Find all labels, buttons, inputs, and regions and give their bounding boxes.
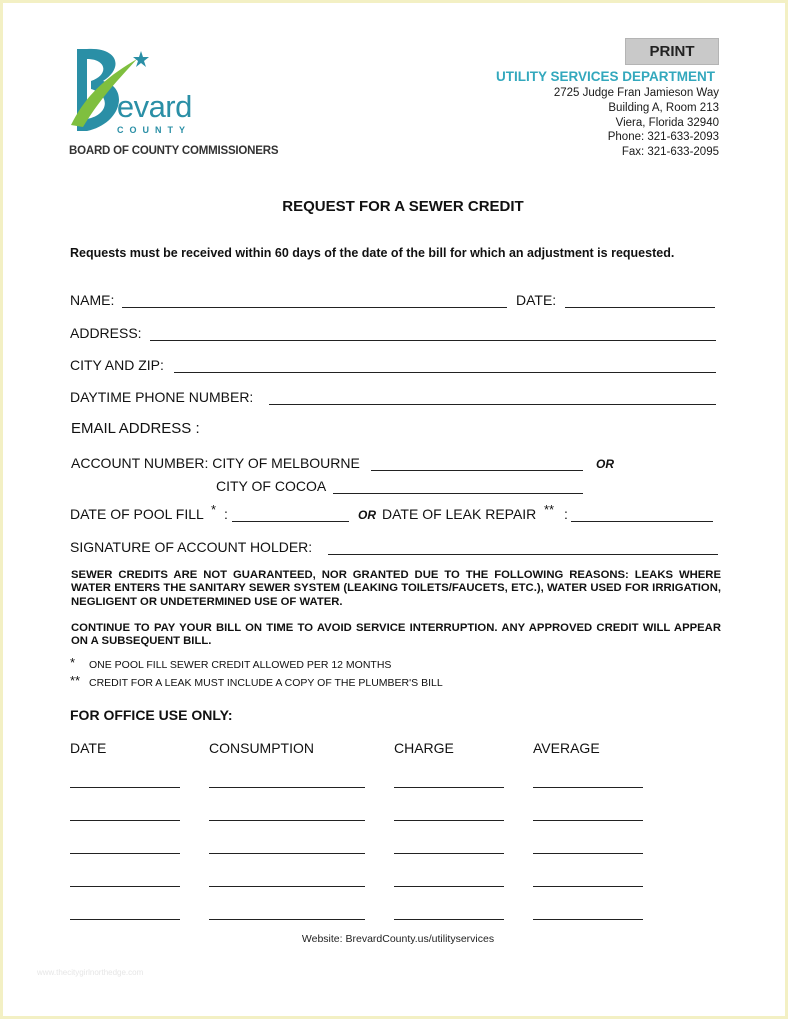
name-field[interactable] bbox=[122, 307, 507, 308]
melbourne-account-field[interactable] bbox=[371, 470, 583, 471]
name-label: NAME: bbox=[70, 292, 115, 308]
office-charge-field[interactable] bbox=[394, 919, 504, 920]
office-average-field[interactable] bbox=[533, 886, 643, 887]
office-average-field[interactable] bbox=[533, 853, 643, 854]
col-average: AVERAGE bbox=[533, 740, 600, 756]
col-date: DATE bbox=[70, 740, 107, 756]
office-charge-field[interactable] bbox=[394, 787, 504, 788]
signature-label: SIGNATURE OF ACCOUNT HOLDER: bbox=[70, 539, 313, 555]
pool-fill-colon: : bbox=[224, 506, 228, 522]
leak-repair-asterisk: ** bbox=[544, 502, 555, 517]
date-field[interactable] bbox=[565, 307, 715, 308]
office-consumption-field[interactable] bbox=[209, 886, 365, 887]
office-date-field[interactable] bbox=[70, 820, 180, 821]
logo-county: COUNTY bbox=[117, 125, 191, 135]
pool-fill-asterisk: * bbox=[211, 502, 217, 517]
office-consumption-field[interactable] bbox=[209, 820, 365, 821]
cocoa-label: CITY OF COCOA bbox=[216, 478, 327, 494]
phone-line: Phone: 321-633-2093 bbox=[607, 131, 719, 143]
or-label: OR bbox=[596, 457, 614, 471]
form-title: REQUEST FOR A SEWER CREDIT bbox=[282, 198, 524, 215]
city-zip-field[interactable] bbox=[174, 372, 716, 373]
logo-word: revard bbox=[107, 89, 192, 124]
address-label: ADDRESS: bbox=[70, 325, 142, 341]
deadline-notice: Requests must be received within 60 days of the date of the bill for which an adjustment is requested. bbox=[70, 246, 675, 260]
leak-repair-colon: : bbox=[564, 506, 568, 522]
footnote-2: CREDIT FOR A LEAK MUST INCLUDE A COPY OF THE PLUMBER'S BILL bbox=[89, 677, 443, 689]
office-date-field[interactable] bbox=[70, 919, 180, 920]
signature-field[interactable] bbox=[328, 554, 718, 555]
office-date-field[interactable] bbox=[70, 787, 180, 788]
office-charge-field[interactable] bbox=[394, 886, 504, 887]
col-consumption: CONSUMPTION bbox=[209, 740, 314, 756]
website-link[interactable]: Website: BrevardCounty.us/utilityservices bbox=[301, 933, 495, 945]
address-field[interactable] bbox=[150, 340, 716, 341]
office-consumption-field[interactable] bbox=[209, 787, 365, 788]
disclaimer-text: SEWER CREDITS ARE NOT GUARANTEED, NOR GRANTED DUE TO THE FOLLOWING REASONS: LEAKS WHERE WATER ENTERS THE SANITARY SEWER SYSTEM (LEAKING TOILETS/FAUCETS, ETC.), WATER USED FOR IRRIGATION, NEGLIGENT OR UNDETERMINED USE OF WATER. bbox=[71, 569, 721, 608]
office-use-heading: FOR OFFICE USE ONLY: bbox=[70, 707, 233, 723]
leak-repair-label: DATE OF LEAK REPAIR bbox=[382, 506, 537, 522]
office-average-field[interactable] bbox=[533, 787, 643, 788]
account-label: ACCOUNT NUMBER: CITY OF MELBOURNE bbox=[71, 455, 360, 471]
footnote-2-mark: ** bbox=[70, 673, 81, 688]
office-average-field[interactable] bbox=[533, 919, 643, 920]
fax-line: Fax: 321-633-2095 bbox=[621, 146, 719, 158]
pool-fill-label: DATE OF POOL FILL bbox=[70, 506, 204, 522]
col-charge: CHARGE bbox=[394, 740, 454, 756]
date-label: DATE: bbox=[516, 292, 557, 308]
or-label-2: OR bbox=[358, 508, 376, 522]
footnote-1: ONE POOL FILL SEWER CREDIT ALLOWED PER 12 MONTHS bbox=[89, 659, 392, 671]
office-consumption-field[interactable] bbox=[209, 853, 365, 854]
office-consumption-field[interactable] bbox=[209, 919, 365, 920]
phone-field[interactable] bbox=[269, 404, 716, 405]
address-line-3: Viera, Florida 32940 bbox=[615, 117, 719, 129]
watermark: www.thecitygirlnorthedge.com bbox=[37, 968, 144, 977]
address-line-1: 2725 Judge Fran Jamieson Way bbox=[553, 87, 719, 99]
email-label: EMAIL ADDRESS : bbox=[71, 420, 200, 437]
phone-label: DAYTIME PHONE NUMBER: bbox=[70, 389, 254, 405]
form-page bbox=[3, 3, 785, 1016]
office-charge-field[interactable] bbox=[394, 853, 504, 854]
office-date-field[interactable] bbox=[70, 853, 180, 854]
brevard-logo bbox=[63, 45, 223, 140]
office-charge-field[interactable] bbox=[394, 820, 504, 821]
print-button[interactable]: PRINT bbox=[625, 38, 719, 65]
office-date-field[interactable] bbox=[70, 886, 180, 887]
footnote-1-mark: * bbox=[70, 655, 76, 670]
cocoa-account-field[interactable] bbox=[333, 493, 583, 494]
office-average-field[interactable] bbox=[533, 820, 643, 821]
continue-notice: CONTINUE TO PAY YOUR BILL ON TIME TO AVOID SERVICE INTERRUPTION. ANY APPROVED CREDIT WILL APPEAR ON A SUBSEQUENT BILL. bbox=[71, 622, 721, 648]
address-line-2: Building A, Room 213 bbox=[608, 102, 719, 114]
board-name: BOARD OF COUNTY COMMISSIONERS bbox=[69, 145, 279, 157]
city-zip-label: CITY AND ZIP: bbox=[70, 357, 164, 373]
pool-fill-field[interactable] bbox=[232, 521, 349, 522]
leak-repair-field[interactable] bbox=[571, 521, 713, 522]
department-name: UTILITY SERVICES DEPARTMENT bbox=[495, 69, 715, 84]
